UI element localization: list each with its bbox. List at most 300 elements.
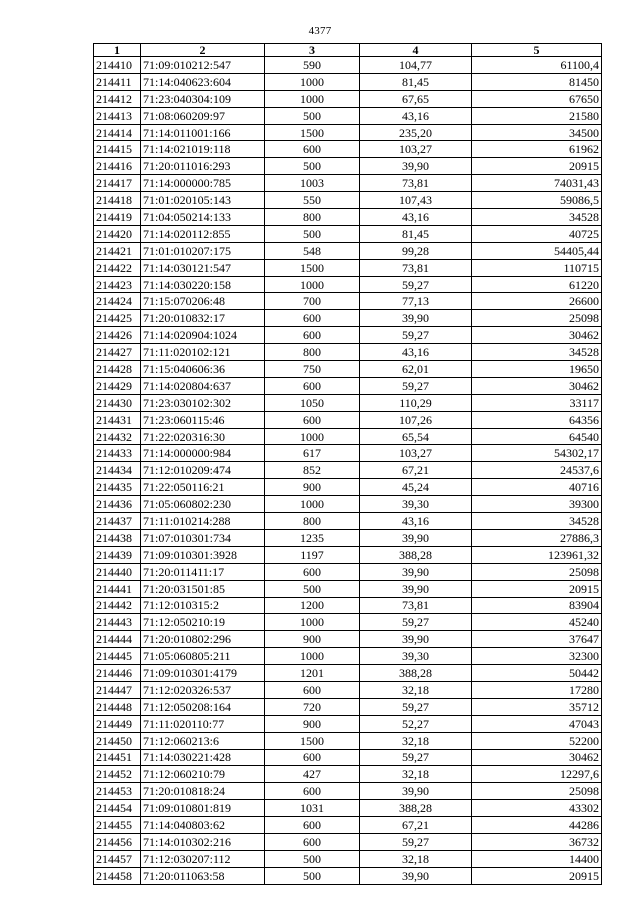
area-cell: 600	[265, 817, 360, 834]
table-row	[94, 833, 602, 850]
value-cell: 30462	[472, 377, 602, 394]
table-row	[94, 276, 602, 293]
value-cell: 47043	[472, 715, 602, 732]
rate-cell: 62,01	[360, 361, 472, 378]
area-cell: 500	[265, 158, 360, 175]
area-cell: 1500	[265, 259, 360, 276]
row-id-cell: 214449	[94, 715, 141, 732]
value-cell: 24537,6	[472, 462, 602, 479]
row-id-cell: 214434	[94, 462, 141, 479]
value-cell: 33117	[472, 394, 602, 411]
cadastral-number-cell: 71:23:060115:46	[141, 411, 265, 428]
area-cell: 800	[265, 209, 360, 226]
rate-cell: 67,21	[360, 817, 472, 834]
value-cell: 25098	[472, 310, 602, 327]
value-cell: 20915	[472, 580, 602, 597]
table-row	[94, 698, 602, 715]
cadastral-number-cell: 71:14:021019:118	[141, 141, 265, 158]
rate-cell: 45,24	[360, 479, 472, 496]
rate-cell: 67,65	[360, 90, 472, 107]
rate-cell: 32,18	[360, 850, 472, 867]
cadastral-number-cell: 71:14:010302:216	[141, 833, 265, 850]
table-row	[94, 665, 602, 682]
row-id-cell: 214457	[94, 850, 141, 867]
rate-cell: 59,27	[360, 833, 472, 850]
area-cell: 1050	[265, 394, 360, 411]
table-row	[94, 428, 602, 445]
table-header-row	[94, 44, 602, 57]
cadastral-number-cell: 71:12:030207:112	[141, 850, 265, 867]
rate-cell: 388,28	[360, 546, 472, 563]
cadastral-number-cell: 71:23:040304:109	[141, 90, 265, 107]
row-id-cell: 214423	[94, 276, 141, 293]
row-id-cell: 214426	[94, 327, 141, 344]
row-id-cell: 214428	[94, 361, 141, 378]
rate-cell: 43,16	[360, 209, 472, 226]
table-row	[94, 242, 602, 259]
cadastral-number-cell: 71:14:020904:1024	[141, 327, 265, 344]
row-id-cell: 214447	[94, 681, 141, 698]
area-cell: 548	[265, 242, 360, 259]
rate-cell: 32,18	[360, 766, 472, 783]
cadastral-number-cell: 71:09:010301:3928	[141, 546, 265, 563]
area-cell: 1201	[265, 665, 360, 682]
value-cell: 44286	[472, 817, 602, 834]
row-id-cell: 214417	[94, 175, 141, 192]
table-row	[94, 90, 602, 107]
rate-cell: 65,54	[360, 428, 472, 445]
cadastral-number-cell: 71:20:031501:85	[141, 580, 265, 597]
rate-cell: 59,27	[360, 327, 472, 344]
table-row	[94, 361, 602, 378]
area-cell: 1500	[265, 124, 360, 141]
rate-cell: 43,16	[360, 344, 472, 361]
table-row	[94, 614, 602, 631]
value-cell: 59086,5	[472, 192, 602, 209]
row-id-cell: 214440	[94, 563, 141, 580]
table-body	[94, 57, 602, 885]
value-cell: 20915	[472, 158, 602, 175]
row-id-cell: 214420	[94, 225, 141, 242]
cadastral-number-cell: 71:22:050116:21	[141, 479, 265, 496]
table-row	[94, 310, 602, 327]
row-id-cell: 214445	[94, 648, 141, 665]
table-row	[94, 377, 602, 394]
area-cell: 600	[265, 327, 360, 344]
row-id-cell: 214453	[94, 783, 141, 800]
value-cell: 27886,3	[472, 529, 602, 546]
cadastral-number-cell: 71:15:040606:36	[141, 361, 265, 378]
table-row	[94, 850, 602, 867]
area-cell: 617	[265, 445, 360, 462]
row-id-cell: 214448	[94, 698, 141, 715]
cadastral-number-cell: 71:14:000000:785	[141, 175, 265, 192]
rate-cell: 39,90	[360, 563, 472, 580]
area-cell: 600	[265, 377, 360, 394]
cadastral-number-cell: 71:14:000000:984	[141, 445, 265, 462]
area-cell: 1000	[265, 90, 360, 107]
row-id-cell: 214452	[94, 766, 141, 783]
area-cell: 1003	[265, 175, 360, 192]
row-id-cell: 214441	[94, 580, 141, 597]
table-row	[94, 867, 602, 884]
cadastral-number-cell: 71:05:060805:211	[141, 648, 265, 665]
cadastral-number-cell: 71:22:020316:30	[141, 428, 265, 445]
value-cell: 34500	[472, 124, 602, 141]
rate-cell: 32,18	[360, 732, 472, 749]
value-cell: 19650	[472, 361, 602, 378]
value-cell: 54302,17	[472, 445, 602, 462]
row-id-cell: 214422	[94, 259, 141, 276]
cadastral-number-cell: 71:09:010801:819	[141, 800, 265, 817]
page-number: 4377	[308, 25, 332, 37]
row-id-cell: 214429	[94, 377, 141, 394]
row-id-cell: 214443	[94, 614, 141, 631]
value-cell: 61100,4	[472, 57, 602, 74]
rate-cell: 235,20	[360, 124, 472, 141]
table-row	[94, 209, 602, 226]
value-cell: 61220	[472, 276, 602, 293]
rate-cell: 39,90	[360, 783, 472, 800]
row-id-cell: 214437	[94, 513, 141, 530]
table-row	[94, 546, 602, 563]
table-row	[94, 496, 602, 513]
table-row	[94, 192, 602, 209]
row-id-cell: 214415	[94, 141, 141, 158]
value-cell: 81450	[472, 73, 602, 90]
area-cell: 1000	[265, 496, 360, 513]
rate-cell: 39,90	[360, 580, 472, 597]
area-cell: 590	[265, 57, 360, 74]
cadastral-number-cell: 71:04:050214:133	[141, 209, 265, 226]
column-header: 3	[265, 44, 360, 57]
cadastral-number-cell: 71:12:060213:6	[141, 732, 265, 749]
area-cell: 700	[265, 293, 360, 310]
rate-cell: 52,27	[360, 715, 472, 732]
value-cell: 43302	[472, 800, 602, 817]
cadastral-number-cell: 71:12:050208:164	[141, 698, 265, 715]
table-row	[94, 394, 602, 411]
cadastral-number-cell: 71:01:010207:175	[141, 242, 265, 259]
row-id-cell: 214411	[94, 73, 141, 90]
area-cell: 600	[265, 411, 360, 428]
table-row	[94, 158, 602, 175]
value-cell: 26600	[472, 293, 602, 310]
column-header: 5	[472, 44, 602, 57]
value-cell: 67650	[472, 90, 602, 107]
value-cell: 34528	[472, 513, 602, 530]
table-row	[94, 766, 602, 783]
table-row	[94, 141, 602, 158]
area-cell: 500	[265, 867, 360, 884]
area-cell: 1197	[265, 546, 360, 563]
row-id-cell: 214432	[94, 428, 141, 445]
cadastral-number-cell: 71:11:020102:121	[141, 344, 265, 361]
table-row	[94, 445, 602, 462]
table-row	[94, 631, 602, 648]
area-cell: 600	[265, 681, 360, 698]
value-cell: 25098	[472, 563, 602, 580]
table-row	[94, 462, 602, 479]
value-cell: 35712	[472, 698, 602, 715]
rate-cell: 103,27	[360, 141, 472, 158]
cadastral-number-cell: 71:14:011001:166	[141, 124, 265, 141]
value-cell: 30462	[472, 749, 602, 766]
cadastral-number-cell: 71:14:020804:637	[141, 377, 265, 394]
value-cell: 30462	[472, 327, 602, 344]
row-id-cell: 214412	[94, 90, 141, 107]
cadastral-number-cell: 71:20:011063:58	[141, 867, 265, 884]
cadastral-number-cell: 71:20:010802:296	[141, 631, 265, 648]
column-header: 1	[94, 44, 141, 57]
row-id-cell: 214446	[94, 665, 141, 682]
value-cell: 40725	[472, 225, 602, 242]
table-row	[94, 293, 602, 310]
area-cell: 720	[265, 698, 360, 715]
cadastral-number-cell: 71:07:010301:734	[141, 529, 265, 546]
row-id-cell: 214427	[94, 344, 141, 361]
table-row	[94, 749, 602, 766]
area-cell: 427	[265, 766, 360, 783]
area-cell: 550	[265, 192, 360, 209]
value-cell: 40716	[472, 479, 602, 496]
table-row	[94, 800, 602, 817]
row-id-cell: 214414	[94, 124, 141, 141]
value-cell: 123961,32	[472, 546, 602, 563]
rate-cell: 43,16	[360, 513, 472, 530]
area-cell: 600	[265, 563, 360, 580]
table-row	[94, 817, 602, 834]
rate-cell: 67,21	[360, 462, 472, 479]
rate-cell: 59,27	[360, 698, 472, 715]
table-row	[94, 648, 602, 665]
area-cell: 1000	[265, 648, 360, 665]
area-cell: 1500	[265, 732, 360, 749]
cadastral-number-cell: 71:14:030221:428	[141, 749, 265, 766]
table-row	[94, 259, 602, 276]
rate-cell: 39,90	[360, 529, 472, 546]
area-cell: 1000	[265, 614, 360, 631]
table-row	[94, 580, 602, 597]
area-cell: 900	[265, 631, 360, 648]
row-id-cell: 214444	[94, 631, 141, 648]
area-cell: 600	[265, 783, 360, 800]
cadastral-number-cell: 71:09:010301:4179	[141, 665, 265, 682]
rate-cell: 81,45	[360, 225, 472, 242]
value-cell: 34528	[472, 209, 602, 226]
area-cell: 500	[265, 225, 360, 242]
row-id-cell: 214425	[94, 310, 141, 327]
value-cell: 12297,6	[472, 766, 602, 783]
value-cell: 32300	[472, 648, 602, 665]
value-cell: 37647	[472, 631, 602, 648]
row-id-cell: 214410	[94, 57, 141, 74]
row-id-cell: 214416	[94, 158, 141, 175]
value-cell: 39300	[472, 496, 602, 513]
area-cell: 800	[265, 344, 360, 361]
value-cell: 34528	[472, 344, 602, 361]
table-row	[94, 327, 602, 344]
cadastral-number-cell: 71:20:011016:293	[141, 158, 265, 175]
row-id-cell: 214455	[94, 817, 141, 834]
area-cell: 900	[265, 715, 360, 732]
row-id-cell: 214430	[94, 394, 141, 411]
value-cell: 45240	[472, 614, 602, 631]
rate-cell: 39,90	[360, 867, 472, 884]
area-cell: 1000	[265, 276, 360, 293]
value-cell: 50442	[472, 665, 602, 682]
row-id-cell: 214435	[94, 479, 141, 496]
cadastral-number-cell: 71:23:030102:302	[141, 394, 265, 411]
value-cell: 52200	[472, 732, 602, 749]
value-cell: 64356	[472, 411, 602, 428]
table-row	[94, 681, 602, 698]
value-cell: 25098	[472, 783, 602, 800]
column-header: 4	[360, 44, 472, 57]
rate-cell: 81,45	[360, 73, 472, 90]
table-row	[94, 715, 602, 732]
rate-cell: 59,27	[360, 276, 472, 293]
row-id-cell: 214421	[94, 242, 141, 259]
table-row	[94, 783, 602, 800]
rate-cell: 39,30	[360, 496, 472, 513]
area-cell: 600	[265, 833, 360, 850]
table-row	[94, 124, 602, 141]
row-id-cell: 214431	[94, 411, 141, 428]
rate-cell: 73,81	[360, 597, 472, 614]
rate-cell: 39,30	[360, 648, 472, 665]
value-cell: 110715	[472, 259, 602, 276]
cadastral-number-cell: 71:11:010214:288	[141, 513, 265, 530]
row-id-cell: 214442	[94, 597, 141, 614]
area-cell: 500	[265, 580, 360, 597]
table-row	[94, 732, 602, 749]
area-cell: 1200	[265, 597, 360, 614]
row-id-cell: 214436	[94, 496, 141, 513]
rate-cell: 388,28	[360, 800, 472, 817]
table-row	[94, 225, 602, 242]
cadastral-number-cell: 71:12:060210:79	[141, 766, 265, 783]
table-row	[94, 479, 602, 496]
cadastral-number-cell: 71:08:060209:97	[141, 107, 265, 124]
area-cell: 1235	[265, 529, 360, 546]
table-row	[94, 107, 602, 124]
rate-cell: 103,27	[360, 445, 472, 462]
area-cell: 600	[265, 141, 360, 158]
table-row	[94, 563, 602, 580]
cadastral-number-cell: 71:14:030220:158	[141, 276, 265, 293]
rate-cell: 32,18	[360, 681, 472, 698]
table-row	[94, 597, 602, 614]
value-cell: 54405,44	[472, 242, 602, 259]
area-cell: 852	[265, 462, 360, 479]
area-cell: 750	[265, 361, 360, 378]
value-cell: 14400	[472, 850, 602, 867]
cadastral-number-cell: 71:14:040623:604	[141, 73, 265, 90]
rate-cell: 39,90	[360, 158, 472, 175]
row-id-cell: 214424	[94, 293, 141, 310]
table-row	[94, 513, 602, 530]
value-cell: 36732	[472, 833, 602, 850]
cadastral-number-cell: 71:20:010818:24	[141, 783, 265, 800]
area-cell: 600	[265, 749, 360, 766]
area-cell: 1031	[265, 800, 360, 817]
cadastral-number-cell: 71:20:010832:17	[141, 310, 265, 327]
cadastral-number-cell: 71:12:020326:537	[141, 681, 265, 698]
table-row	[94, 57, 602, 74]
table-row	[94, 73, 602, 90]
row-id-cell: 214458	[94, 867, 141, 884]
rate-cell: 43,16	[360, 107, 472, 124]
table-row	[94, 411, 602, 428]
rate-cell: 73,81	[360, 175, 472, 192]
cadastral-number-cell: 71:14:030121:547	[141, 259, 265, 276]
rate-cell: 104,77	[360, 57, 472, 74]
rate-cell: 39,90	[360, 631, 472, 648]
rate-cell: 59,27	[360, 614, 472, 631]
area-cell: 500	[265, 850, 360, 867]
row-id-cell: 214451	[94, 749, 141, 766]
cadastral-number-cell: 71:14:020112:855	[141, 225, 265, 242]
value-cell: 64540	[472, 428, 602, 445]
cadastral-number-cell: 71:01:020105:143	[141, 192, 265, 209]
table-row	[94, 175, 602, 192]
area-cell: 900	[265, 479, 360, 496]
cadastral-number-cell: 71:11:020110:77	[141, 715, 265, 732]
column-header: 2	[141, 44, 265, 57]
row-id-cell: 214450	[94, 732, 141, 749]
row-id-cell: 214419	[94, 209, 141, 226]
area-cell: 1000	[265, 73, 360, 90]
row-id-cell: 214413	[94, 107, 141, 124]
rate-cell: 59,27	[360, 749, 472, 766]
value-cell: 83904	[472, 597, 602, 614]
table-row	[94, 344, 602, 361]
cadastral-number-cell: 71:15:070206:48	[141, 293, 265, 310]
rate-cell: 388,28	[360, 665, 472, 682]
cadastral-number-cell: 71:12:050210:19	[141, 614, 265, 631]
area-cell: 500	[265, 107, 360, 124]
value-cell: 20915	[472, 867, 602, 884]
row-id-cell: 214454	[94, 800, 141, 817]
rate-cell: 107,26	[360, 411, 472, 428]
cadastral-number-cell: 71:12:010315:2	[141, 597, 265, 614]
row-id-cell: 214418	[94, 192, 141, 209]
rate-cell: 73,81	[360, 259, 472, 276]
row-id-cell: 214456	[94, 833, 141, 850]
rate-cell: 99,28	[360, 242, 472, 259]
rate-cell: 77,13	[360, 293, 472, 310]
cadastral-number-cell: 71:12:010209:474	[141, 462, 265, 479]
row-id-cell: 214433	[94, 445, 141, 462]
rate-cell: 39,90	[360, 310, 472, 327]
area-cell: 1000	[265, 428, 360, 445]
cadastral-number-cell: 71:09:010212:547	[141, 57, 265, 74]
value-cell: 74031,43	[472, 175, 602, 192]
area-cell: 800	[265, 513, 360, 530]
cadastral-number-cell: 71:05:060802:230	[141, 496, 265, 513]
row-id-cell: 214439	[94, 546, 141, 563]
cadastral-number-cell: 71:14:040803:62	[141, 817, 265, 834]
cadastral-number-cell: 71:20:011411:17	[141, 563, 265, 580]
rate-cell: 110,29	[360, 394, 472, 411]
table-row	[94, 529, 602, 546]
value-cell: 17280	[472, 681, 602, 698]
value-cell: 21580	[472, 107, 602, 124]
rate-cell: 59,27	[360, 377, 472, 394]
rate-cell: 107,43	[360, 192, 472, 209]
value-cell: 61962	[472, 141, 602, 158]
